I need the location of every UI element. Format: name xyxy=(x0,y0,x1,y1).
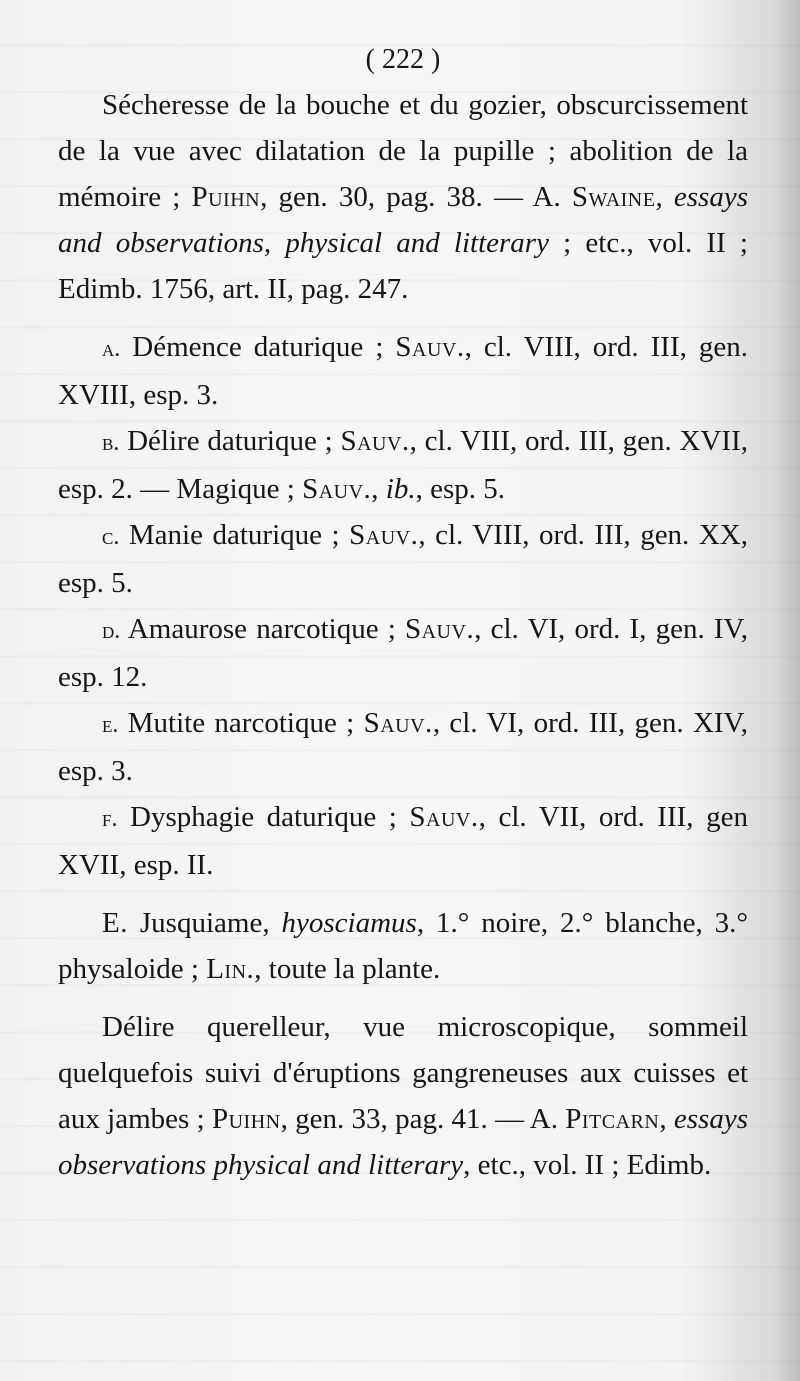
paragraph-text: Jusquiame, xyxy=(127,907,282,939)
latin-name: hyosciamus xyxy=(281,907,417,939)
author-name: Sauv. xyxy=(363,707,433,739)
paragraph-text: , 1.° noire, 2.° blanche, 3.° physaloide ; xyxy=(58,907,748,985)
reference-text: , cl. VI, ord. I, gen. IV, esp. 12. xyxy=(58,613,748,693)
author-name: Sauv. xyxy=(302,473,372,505)
reference-text: , gen. 33, pag. 41. — A. xyxy=(280,1103,566,1135)
author-name: Lin. xyxy=(206,953,255,985)
work-title: essays and observations, physical and litterary xyxy=(58,181,748,259)
section-letter: E. xyxy=(102,907,128,939)
item-letter: d. xyxy=(102,618,121,644)
author-name: Sauv. xyxy=(395,331,465,363)
author-name: Sauv. xyxy=(404,613,475,645)
page-number: ( 222 ) xyxy=(365,44,441,75)
paragraph-effects xyxy=(58,1004,748,1188)
item-name: Dysphagie daturique ; xyxy=(117,801,410,833)
author-name: Sauv. xyxy=(349,519,419,551)
paragraph-text: , toute la plante. xyxy=(254,953,441,985)
separator: , xyxy=(655,181,674,213)
item-name: Manie daturique ; xyxy=(119,519,350,551)
item-name: Mutite narcotique ; xyxy=(118,707,364,739)
paragraph-symptoms xyxy=(58,82,748,312)
item-letter: a. xyxy=(102,336,121,362)
list-item xyxy=(58,418,748,512)
reference-text: , cl. VIII, ord. III, gen. XVIII, esp. 3. xyxy=(58,331,748,411)
reference-text: , esp. 5. xyxy=(415,473,506,505)
page-content xyxy=(58,40,748,1188)
list-item xyxy=(58,324,748,418)
reference-text: , gen. 30, pag. 38. — A. xyxy=(260,181,572,213)
reference-text: , cl. VI, ord. III, gen. XIV, esp. 3. xyxy=(58,707,749,787)
list-item xyxy=(58,700,748,794)
author-name: Puihn xyxy=(191,181,261,213)
reference-text: , cl. VII, ord. III, gen XVII, esp. II. xyxy=(58,801,748,881)
paragraph-text: Délire querelleur, vue microscopique, sommeil quelquefois suivi d'éruptions gangreneuses aux cuisses et aux jambes ; xyxy=(58,1011,748,1135)
reference-text: , cl. VIII, ord. III, gen. XVII, esp. 2. — Magique ; xyxy=(58,425,749,505)
list-item xyxy=(58,606,748,700)
item-letter: f. xyxy=(102,806,118,832)
item-letter: e. xyxy=(102,712,119,738)
item-name: Démence daturique ; xyxy=(120,331,396,363)
author-name: Pitcarn xyxy=(565,1103,660,1135)
ibidem: ib. xyxy=(385,473,416,505)
item-name: Amaurose narcotique ; xyxy=(120,613,405,645)
author-name: Puihn xyxy=(211,1103,281,1135)
paragraph-text: Sécheresse de la bouche et du gozier, obscurcissement de la vue avec dilatation de la pupille ; abolition de la mémoire ; xyxy=(58,89,748,213)
separator: , xyxy=(659,1103,674,1135)
list-item xyxy=(58,794,748,888)
reference-text: , cl. VIII, ord. III, gen. XX, esp. 5. xyxy=(58,519,748,599)
item-letter: c. xyxy=(102,524,120,550)
author-name: Swaine xyxy=(571,181,656,213)
item-name: Délire daturique ; xyxy=(119,425,341,457)
reference-text: , xyxy=(371,473,386,505)
paragraph-jusquiame xyxy=(58,900,748,992)
item-letter: b. xyxy=(102,430,120,456)
reference-text: , etc., vol. II ; Edimb. xyxy=(463,1149,712,1181)
reference-text: ; etc., vol. II ; Edimb. 1756, art. II, pag. 247. xyxy=(58,227,748,305)
work-title: essays observations physical and litterary xyxy=(58,1103,748,1181)
list-item xyxy=(58,512,748,606)
author-name: Sauv. xyxy=(340,425,410,457)
author-name: Sauv. xyxy=(409,801,479,833)
